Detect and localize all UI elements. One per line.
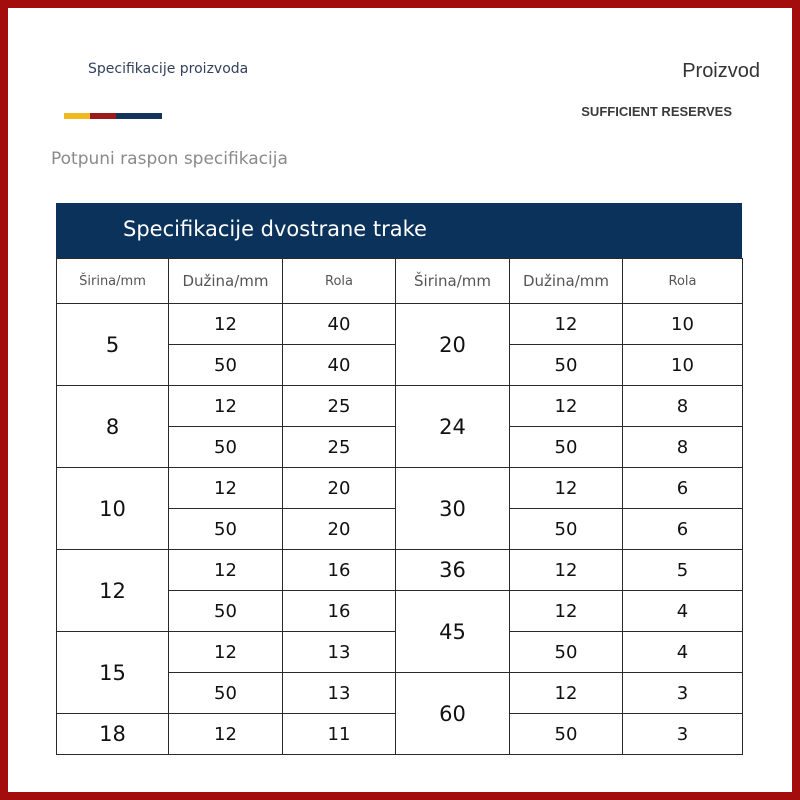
width-cell: 8 — [57, 386, 169, 468]
col-header-length: Dužina/mm — [169, 259, 283, 304]
length-cell: 12 — [510, 386, 623, 427]
header-row — [57, 259, 743, 304]
width-cell: 24 — [396, 386, 510, 468]
roll-cell: 10 — [623, 304, 743, 345]
page — [8, 8, 792, 792]
roll-cell: 40 — [283, 345, 396, 386]
length-cell: 12 — [169, 386, 283, 427]
width-cell: 20 — [396, 304, 510, 386]
width-cell: 45 — [396, 591, 510, 673]
accent-yellow-segment — [64, 113, 90, 119]
roll-cell: 5 — [623, 550, 743, 591]
length-cell: 50 — [169, 509, 283, 550]
reserves-tagline: SUFFICIENT RESERVES — [581, 104, 732, 119]
length-cell: 12 — [510, 673, 623, 714]
length-cell: 12 — [169, 714, 283, 755]
width-cell: 30 — [396, 468, 510, 550]
roll-cell: 20 — [283, 468, 396, 509]
col-header-length: Dužina/mm — [510, 259, 623, 304]
table-row — [57, 468, 743, 509]
roll-cell: 16 — [283, 550, 396, 591]
length-cell: 50 — [510, 632, 623, 673]
length-cell: 12 — [169, 468, 283, 509]
table-row — [57, 550, 743, 591]
length-cell: 50 — [510, 345, 623, 386]
table-row — [57, 386, 743, 427]
spec-table — [56, 258, 743, 755]
length-cell: 12 — [510, 591, 623, 632]
roll-cell: 6 — [623, 509, 743, 550]
accent-navy-segment — [116, 113, 162, 119]
col-header-roll: Rola — [623, 259, 743, 304]
roll-cell: 13 — [283, 632, 396, 673]
length-cell: 50 — [510, 509, 623, 550]
roll-cell: 8 — [623, 427, 743, 468]
roll-cell: 4 — [623, 632, 743, 673]
roll-cell: 6 — [623, 468, 743, 509]
header-label: Specifikacije proizvoda — [88, 61, 249, 77]
roll-cell: 25 — [283, 427, 396, 468]
roll-cell: 11 — [283, 714, 396, 755]
page-subtitle: Potpuni raspon specifikacija — [51, 149, 288, 169]
accent-red-segment — [90, 113, 116, 119]
length-cell: 50 — [169, 591, 283, 632]
roll-cell: 3 — [623, 714, 743, 755]
roll-cell: 16 — [283, 591, 396, 632]
length-cell: 12 — [169, 304, 283, 345]
table-row — [57, 304, 743, 345]
length-cell: 50 — [510, 714, 623, 755]
col-header-roll: Rola — [283, 259, 396, 304]
roll-cell: 20 — [283, 509, 396, 550]
product-title: Proizvod — [682, 60, 760, 82]
length-cell: 12 — [510, 304, 623, 345]
roll-cell: 25 — [283, 386, 396, 427]
spec-table-container — [56, 203, 742, 755]
col-header-width: Širina/mm — [57, 259, 169, 304]
length-cell: 50 — [510, 427, 623, 468]
roll-cell: 13 — [283, 673, 396, 714]
roll-cell: 4 — [623, 591, 743, 632]
length-cell: 50 — [169, 427, 283, 468]
width-cell: 15 — [57, 632, 169, 714]
roll-cell: 10 — [623, 345, 743, 386]
length-cell: 50 — [169, 345, 283, 386]
width-cell: 5 — [57, 304, 169, 386]
length-cell: 50 — [169, 673, 283, 714]
width-cell: 12 — [57, 550, 169, 632]
length-cell: 12 — [169, 632, 283, 673]
table-title: Specifikacije dvostrane trake — [56, 203, 742, 258]
width-cell: 10 — [57, 468, 169, 550]
col-header-width: Širina/mm — [396, 259, 510, 304]
roll-cell: 8 — [623, 386, 743, 427]
length-cell: 12 — [510, 468, 623, 509]
roll-cell: 40 — [283, 304, 396, 345]
width-cell: 36 — [396, 550, 510, 591]
length-cell: 12 — [510, 550, 623, 591]
width-cell: 18 — [57, 714, 169, 755]
width-cell: 60 — [396, 673, 510, 755]
length-cell: 12 — [169, 550, 283, 591]
roll-cell: 3 — [623, 673, 743, 714]
